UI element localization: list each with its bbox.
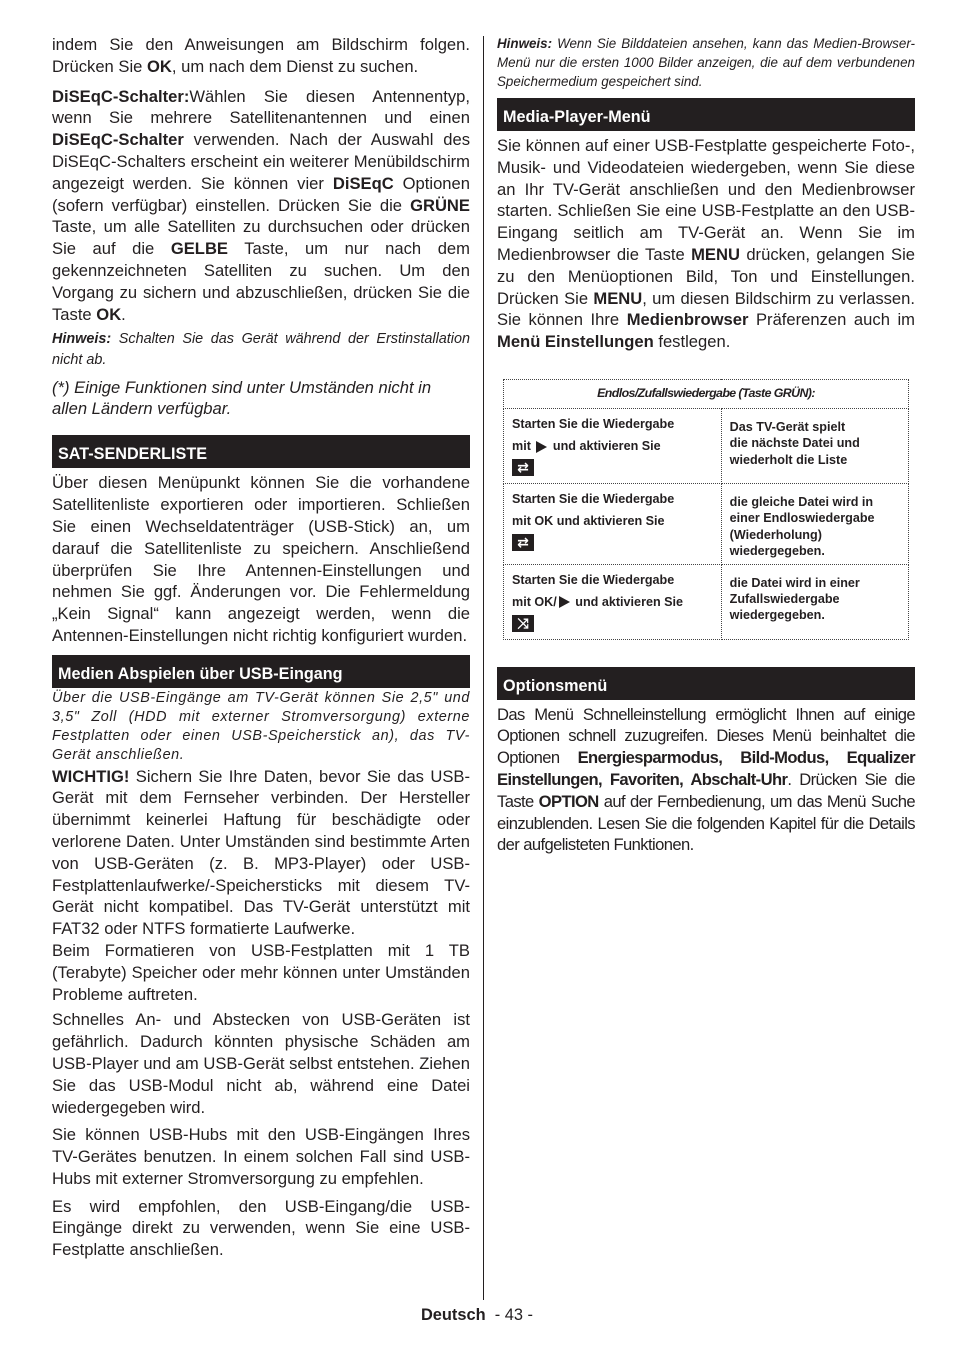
note-image-limit — [497, 34, 915, 91]
text-run: Medienbrowser — [626, 310, 749, 330]
shuffle-icon: ⤨ — [512, 615, 534, 632]
table-row — [504, 483, 909, 564]
text-run: DiSEqC — [332, 173, 394, 193]
action-line: Starten Sie die Wiedergabe — [512, 572, 675, 587]
text-run: OPTION — [538, 791, 599, 811]
result-line: die Datei wird in einer — [729, 575, 860, 590]
action-cell — [504, 564, 722, 639]
text-run: Taste, um nur nach dem gekennzeichneten Satelliten zu suchen. Um den Vorgang zu sichern und abzuschließen, drücken Sie die Taste — [52, 239, 470, 324]
page-footer — [0, 1306, 954, 1325]
result-line: wiederholt die Liste — [729, 452, 848, 467]
note-installation — [52, 329, 470, 371]
text-run: , um nach dem Dienst zu suchen. — [171, 56, 419, 76]
play-icon — [559, 596, 570, 608]
text-run: . — [121, 304, 126, 324]
formatting-paragraph: Beim Formatieren von USB-Festplatten mit 1 TB (Terabyte) Speicher oder mehr können unter Umständen Probleme auftreten. — [52, 940, 470, 1004]
action-text: mit — [512, 438, 531, 453]
section-heading-options: Optionsmenü — [497, 667, 915, 700]
text-run: GRÜNE — [410, 195, 470, 215]
result-line: die gleiche Datei wird in — [729, 494, 874, 509]
options-menu-paragraph — [497, 704, 915, 857]
text-run: Taste, um alle Satelliten zu durchsuchen oder drücken Sie auf die — [52, 217, 470, 259]
text-run: Wählen Sie diesen Antennentyp, wenn Sie mehrere Satellitenantennen und einen — [52, 86, 470, 128]
result-cell — [721, 483, 908, 564]
result-cell — [721, 408, 908, 483]
result-line: wiedergegeben. — [729, 544, 825, 559]
action-cell — [504, 483, 722, 564]
text-run: GELBE — [170, 239, 228, 259]
text-run: Sichern Sie Ihre Daten, bevor Sie das USB-Gerät mit dem Fernseher verbinden. Der Hersteller übernimmt keinerlei Haftung für beschädigte oder verlorene Daten. Unter Umständen sind bestimmte Arten von USB-Geräten (z. B. MP3-Player) oder USB-Festplattenlaufwerke/-Speichersticks mit diesem TV-Gerät nicht kompatibel. Das TV-Gerät unterstützt mit FAT32 oder NTFS formatierte Laufwerke. — [52, 766, 470, 939]
section-heading-media-player: Media-Player-Menü — [497, 98, 915, 131]
text-run: Präferenzen auch im — [748, 310, 915, 330]
text-run: OK — [96, 304, 122, 324]
text-run: Hinweis: — [52, 331, 112, 348]
repeat-icon: ⇄ — [512, 534, 534, 551]
action-line — [512, 510, 713, 532]
action-text: und aktivieren Sie — [571, 594, 684, 609]
text-run: Hinweis: — [497, 36, 553, 51]
text-run: OK — [147, 56, 172, 76]
text-run: Menü Einstellungen — [497, 332, 654, 352]
result-line: (Wiederholung) — [729, 527, 822, 542]
result-line: Das TV-Gerät spielt — [729, 419, 846, 434]
sat-list-paragraph: Über diesen Menüpunkt können Sie die vorhandene Satellitenliste exportieren oder importieren. Schließen Sie einen Wechseldatenträger (USB-Stick) an, um darauf die Satellitenliste zu speichern. Anschließend überprüfen Sie Ihre Antennen-Einstellungen und nehmen Sie ggf. Änderungen vor. Die Fehlermeldung „Kein Signal“ kann angezeigt werden, wenn die Antennen-Einstellungen nicht richtig konfiguriert wurden. — [52, 473, 470, 645]
action-line — [512, 435, 713, 457]
text-run: indem Sie den Anweisungen am Bildschirm folgen. Drücken Sie — [52, 35, 470, 76]
column-divider — [483, 36, 484, 1300]
hotplug-warning-paragraph: Schnelles An- und Abstecken von USB-Geräten ist gefährlich. Dadurch könnten physische Schäden am USB-Player und am USB-Gerät selbst entstehen. Ziehen Sie das USB-Modul nicht ab, während eine Datei wiedergegeben wird. — [52, 1010, 470, 1117]
right-column — [497, 34, 915, 856]
result-line: einer Endloswiedergabe — [729, 511, 875, 526]
action-text: und aktivieren Sie — [549, 438, 661, 453]
section-heading-usb: Medien Abspielen über USB-Eingang — [52, 655, 470, 688]
text-run: DiSEqC-Schalter — [52, 130, 184, 150]
result-cell — [721, 564, 908, 639]
text-run: MENU — [593, 288, 643, 308]
action-text: mit OK und aktivieren Sie — [512, 513, 665, 528]
intro-paragraph — [52, 34, 470, 78]
result-line: wiedergegeben. — [729, 608, 825, 623]
text-run: Energiesparmodus, Bild-Modus, Equalizer Einstellungen, Favoriten, Abschalt-Uhr — [497, 748, 915, 789]
text-run: Schalten Sie das Gerät während der Erstinstallation nicht ab. — [52, 331, 470, 369]
diseqc-paragraph — [52, 86, 470, 326]
text-run: auf der Fernbedienung, um das Menü Suche einzublenden. Lesen Sie die folgenden Kapitel für die Details der aufgelisteten Funktionen. — [497, 791, 915, 855]
result-line: Zufallswiedergabe — [729, 592, 840, 606]
text-run: , um diesen Bildschirm zu verlassen. Sie können Ihre — [497, 288, 916, 330]
table-row — [504, 564, 909, 639]
footer-language: Deutsch — [420, 1306, 486, 1324]
result-line: die nächste Datei und — [729, 436, 860, 451]
text-run: MENU — [691, 244, 740, 264]
text-run: Optionen (sofern verfügbar) einstellen. Drücken Sie die — [52, 173, 470, 215]
table-header: Endlos/Zufallswiedergabe (Taste GRÜN): — [504, 379, 909, 408]
action-line: Starten Sie die Wiedergabe — [512, 491, 675, 506]
table-row — [504, 408, 909, 483]
action-text: mit OK/ — [512, 594, 557, 609]
text-run: . Drücken Sie die Taste — [497, 769, 915, 811]
usb-hubs-paragraph: Sie können USB-Hubs mit den USB-Eingängen Ihres TV-Gerätes benutzen. In einem solchen Fall sind USB-Hubs mit externer Stromversorgung zu empfehlen. — [52, 1125, 470, 1188]
usb-intro-paragraph: Über die USB-Eingänge am TV-Gerät können Sie 2,5" und 3,5" Zoll (HDD mit externer Stromversorgung) externe Festplatten oder einen USB-Speicherstick an), das TV-Gerät anschließen. — [52, 689, 470, 764]
text-run: festlegen. — [653, 332, 731, 352]
repeat-icon: ⇄ — [512, 459, 534, 476]
text-run: Das Menü Schnelleinstellung ermöglicht Ihnen auf einige Optionen schnell zuzugreifen. Dieses Menü beinhaltet die Optionen — [497, 704, 915, 768]
footer-page-number: - 43 - — [494, 1306, 534, 1324]
text-run: drücken, gelangen Sie zu den Menüoptionen Bild, Ton und Einstellungen. Drücken Sie — [497, 244, 916, 308]
playback-mode-table — [503, 379, 909, 640]
section-heading-sat: SAT-SENDERLISTE — [52, 435, 470, 468]
text-run: Sie können auf einer USB-Festplatte gespeicherte Foto-, Musik- und Videodateien wiedergeben, wenn Sie diese an Ihr TV-Gerät anschließen und den Medienbrowser starten. Schließen Sie eine USB-Festplatte an den USB-Eingang seitlich am TV-Gerät an. Wenn Sie im Medienbrowser die Taste — [497, 136, 915, 264]
text-run: WICHTIG! — [52, 766, 130, 786]
action-cell — [504, 408, 722, 483]
text-run: DiSEqC-Schalter: — [52, 86, 190, 106]
footnote-availability: (*) Einige Funktionen sind unter Umständen nicht in allen Ländern verfügbar. — [52, 378, 432, 419]
important-paragraph — [52, 766, 470, 940]
action-line — [512, 591, 713, 613]
media-player-paragraph — [497, 135, 915, 353]
text-run: Wenn Sie Bilddateien ansehen, kann das Medien-Browser-Menü nur die ersten 1000 Bilder anzeigen, die auf dem verbundenen Speichermedium gespeichert sind. — [497, 36, 915, 89]
left-column — [52, 34, 470, 1261]
play-icon — [536, 441, 547, 453]
action-line: Starten Sie die Wiedergabe — [512, 416, 675, 431]
direct-connection-paragraph: Es wird empfohlen, den USB-Eingang/die USB-Eingänge direkt zu verwenden, wenn Sie eine USB-Festplatte anschließen. — [52, 1196, 470, 1260]
text-run: verwenden. Nach der Auswahl des DiSEqC-Schalters erscheint ein weiterer Menübildschirm angezeigt werden. Sie können vier — [52, 130, 470, 193]
